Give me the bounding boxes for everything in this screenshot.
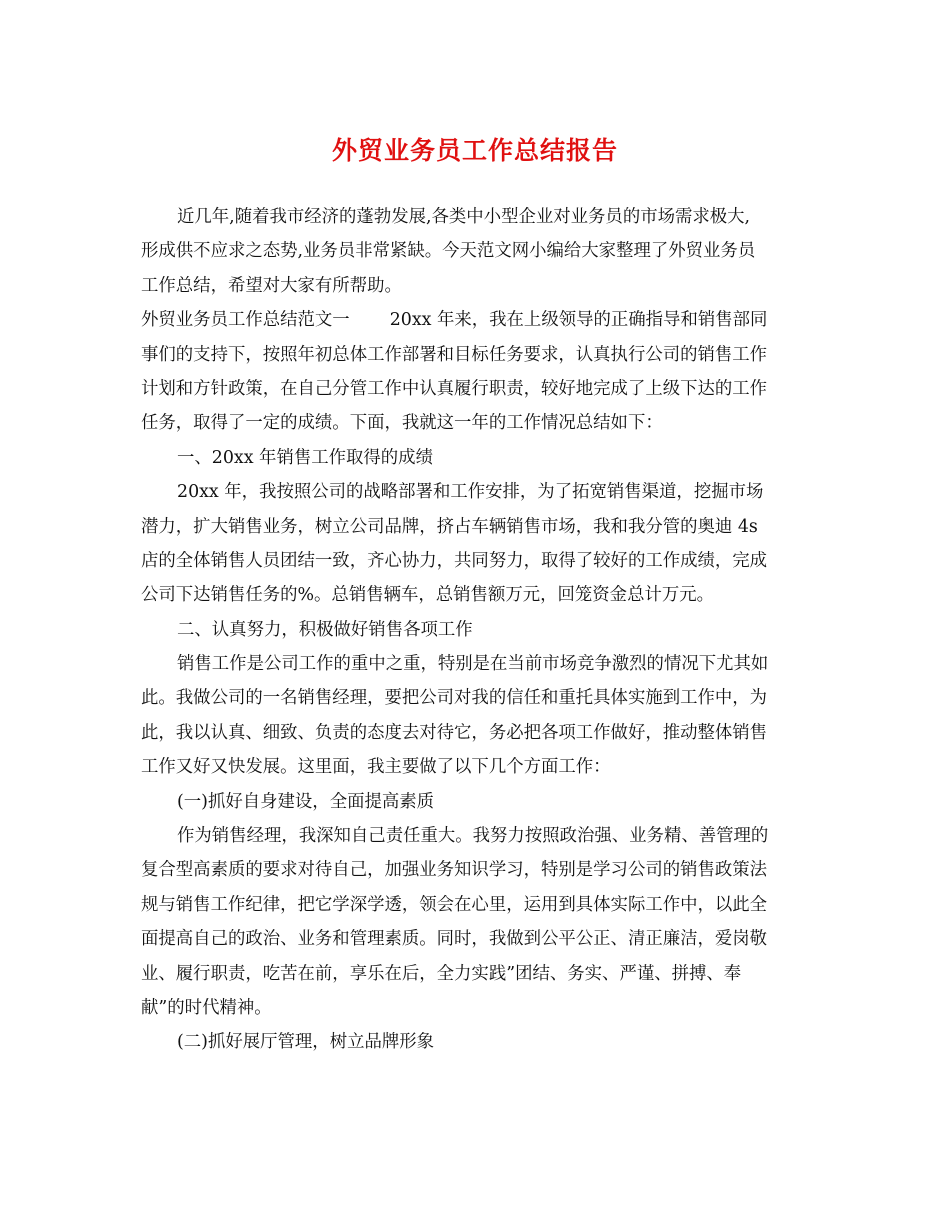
section-heading-sample-one: 外贸业务员工作总结范文一	[141, 310, 350, 331]
paragraph-line: 计划和方针政策，在自己分管工作中认真履行职责，较好地完成了上级下达的工作	[141, 378, 768, 399]
paragraph-line: 献”的时代精神。	[141, 997, 272, 1018]
paragraph-line: 近几年,随着我市经济的蓬勃发展,各类中小型企业对业务员的市场需求极大,	[177, 207, 751, 227]
paragraph-line-with-heading	[141, 303, 813, 337]
document-body	[141, 200, 813, 1060]
section-heading: 一、20xx 年销售工作取得的成绩	[177, 447, 433, 468]
paragraph-line: 潜力，扩大销售业务，树立公司品牌，挤占车辆销售市场，我和我分管的奥迪 4s	[141, 516, 758, 537]
document-title: 外贸业务员工作总结报告	[331, 136, 618, 165]
paragraph-line: 20xx 年，我按照公司的战略部署和工作安排，为了拓宽销售渠道，挖掘市场	[177, 482, 764, 503]
paragraph-line: 复合型高素质的要求对待自己，加强业务知识学习，特别是学习公司的销售政策法	[141, 860, 768, 881]
paragraph-line: 作为销售经理，我深知自己责任重大。我努力按照政治强、业务精、善管理的	[177, 826, 769, 847]
paragraph-line: 店的全体销售人员团结一致，齐心协力，共同努力，取得了较好的工作成绩，完成	[141, 550, 768, 571]
paragraph-line: 事们的支持下，按照年初总体工作部署和目标任务要求，认真执行公司的销售工作	[141, 344, 768, 365]
paragraph-line: 任务，取得了一定的成绩。下面，我就这一年的工作情况总结如下：	[141, 413, 663, 434]
paragraph-line: 工作总结，希望对大家有所帮助。	[141, 275, 402, 296]
paragraph-line: 规与销售工作纪律，把它学深学透，领会在心里，运用到具体实际工作中，以此全	[141, 894, 768, 915]
paragraph-line: 公司下达销售任务的%。总销售辆车，总销售额万元，回笼资金总计万元。	[141, 585, 715, 606]
paragraph-line: 工作又好又快发展。这里面，我主要做了以下几个方面工作：	[141, 757, 611, 778]
paragraph-line: 此。我做公司的一名销售经理，要把公司对我的信任和重托具体实施到工作中，为	[141, 688, 768, 709]
paragraph-line: 形成供不应求之态势,业务员非常紧缺。今天范文网小编给大家整理了外贸业务员	[141, 241, 756, 262]
section-heading: 二、认真努力，积极做好销售各项工作	[177, 619, 473, 640]
paragraph-text: 20xx 年来，我在上级领导的正确指导和销售部同	[389, 310, 768, 331]
paragraph-line: 面提高自己的政治、业务和管理素质。同时，我做到公平公正、清正廉洁，爱岗敬	[141, 929, 768, 950]
subsection-heading: (二)抓好展厅管理，树立品牌形象	[177, 1032, 435, 1053]
subsection-heading: (一)抓好自身建设，全面提高素质	[177, 791, 435, 812]
paragraph-line: 销售工作是公司工作的重中之重，特别是在当前市场竞争激烈的情况下尤其如	[177, 654, 769, 675]
paragraph-line: 业、履行职责，吃苦在前，享乐在后，全力实践”团结、务实、严谨、拼搏、奉	[141, 963, 742, 984]
paragraph-line: 此，我以认真、细致、负责的态度去对待它，务必把各项工作做好，推动整体销售	[141, 722, 768, 743]
